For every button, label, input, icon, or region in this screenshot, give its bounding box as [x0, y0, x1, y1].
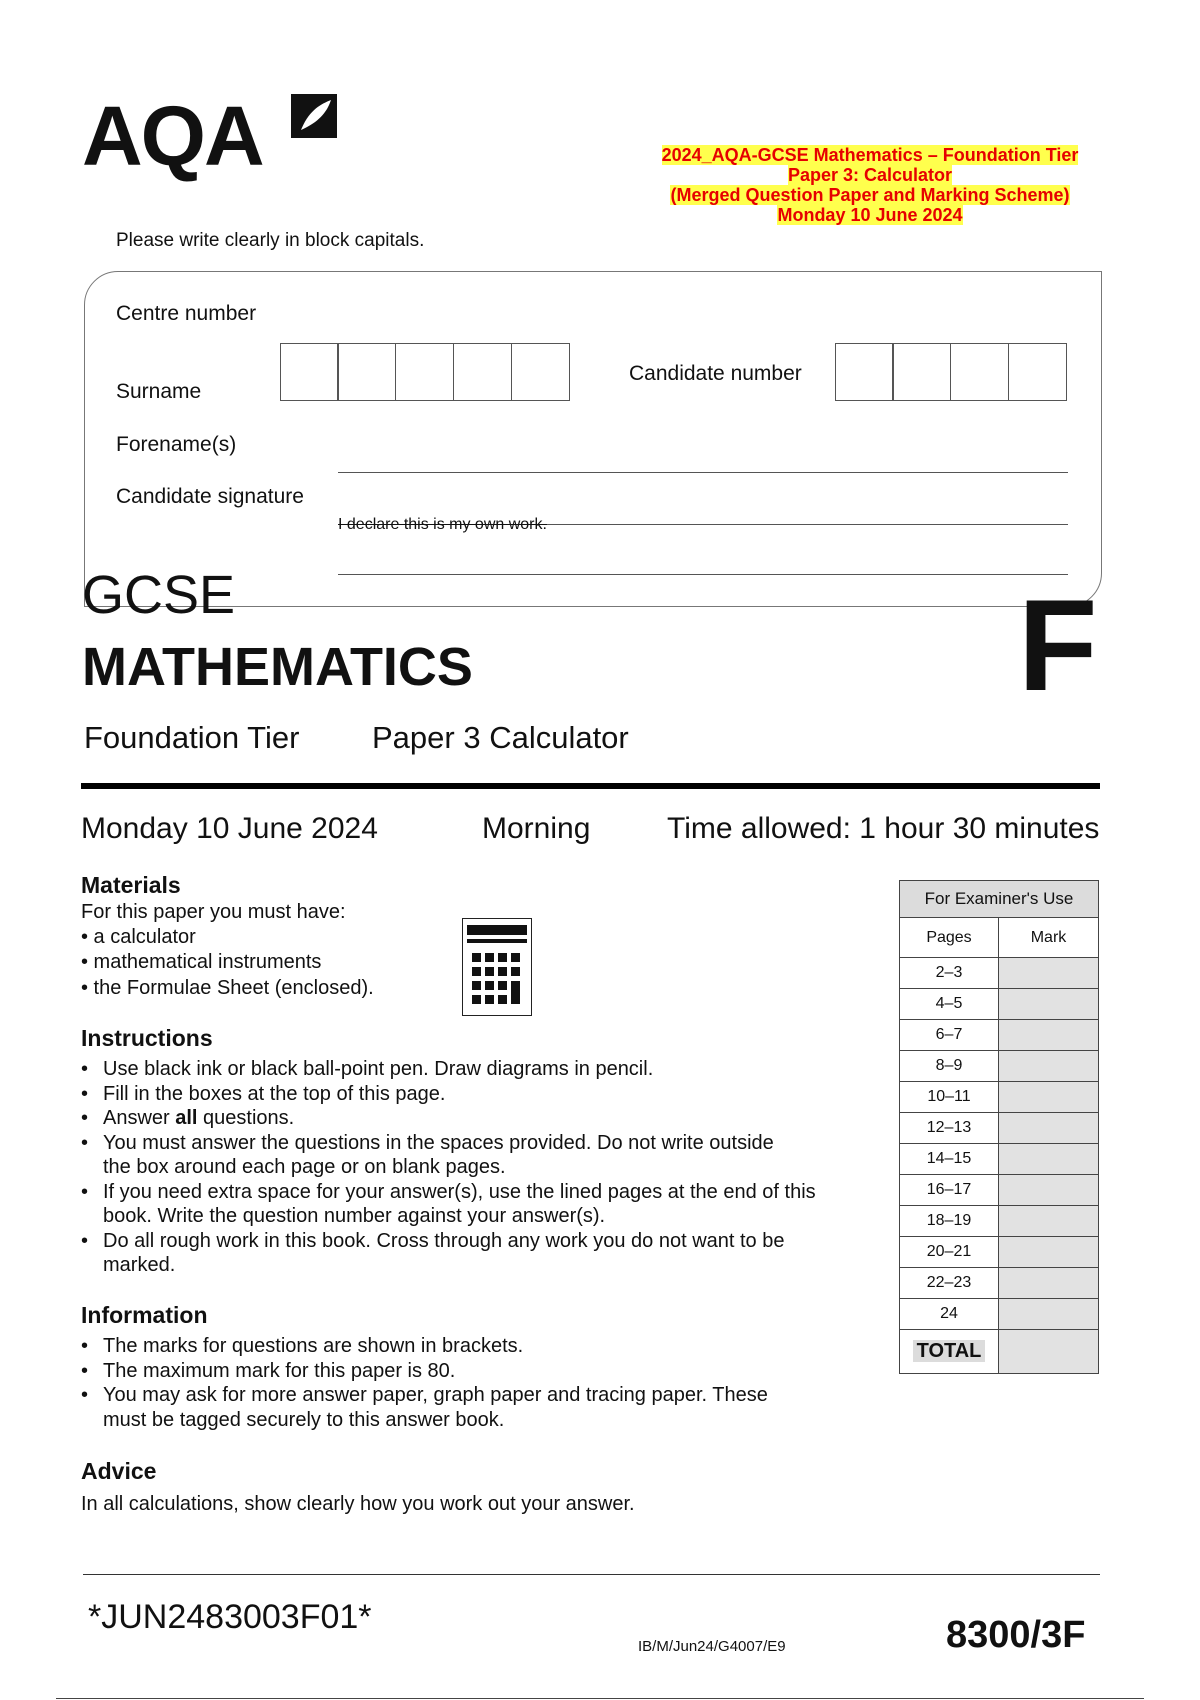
signature-line-2[interactable] — [338, 574, 1068, 575]
pages-cell: 24 — [900, 1299, 999, 1330]
instructions-list — [81, 1057, 861, 1278]
forenames-field[interactable] — [338, 472, 1068, 473]
pages-cell: 22–23 — [900, 1268, 999, 1299]
centre-number-digit-box[interactable] — [395, 343, 454, 401]
document-overlay-title — [630, 145, 1110, 225]
title-rule — [81, 783, 1100, 789]
declaration-text: I declare this is my own work. — [338, 516, 547, 533]
pages-cell: 14–15 — [900, 1144, 999, 1175]
materials-item: • a calculator — [81, 926, 196, 948]
document-reference: IB/M/Jun24/G4007/E9 — [638, 1638, 786, 1655]
exam-date: Monday 10 June 2024 — [81, 812, 378, 845]
mark-cell[interactable] — [999, 1020, 1099, 1051]
block-capitals-instruction: Please write clearly in block capitals. — [116, 230, 425, 251]
paper-label: Paper 3 Calculator — [372, 720, 629, 755]
pages-cell: 18–19 — [900, 1206, 999, 1237]
centre-number-digit-box[interactable] — [453, 343, 512, 401]
footer-rule — [83, 1574, 1100, 1575]
advice-heading: Advice — [81, 1458, 157, 1484]
calculator-icon — [462, 918, 532, 1016]
mark-cell[interactable] — [999, 958, 1099, 989]
overlay-line-1: 2024_AQA-GCSE Mathematics – Foundation Tier — [661, 145, 1079, 165]
materials-item: • the Formulae Sheet (enclosed). — [81, 977, 374, 999]
page-bottom-rule — [56, 1698, 1144, 1699]
exam-session: Morning — [482, 812, 591, 845]
mark-cell[interactable] — [999, 1237, 1099, 1268]
pages-cell: 8–9 — [900, 1051, 999, 1082]
information-heading: Information — [81, 1302, 208, 1328]
materials-intro: For this paper you must have: — [81, 901, 346, 923]
information-item: • The maximum mark for this paper is 80. — [81, 1359, 801, 1384]
pages-cell: 20–21 — [900, 1237, 999, 1268]
qualification-title: GCSE — [82, 565, 236, 625]
candidate-number-digit-box[interactable] — [892, 343, 951, 401]
pages-column-header: Pages — [900, 918, 999, 958]
pages-cell: 2–3 — [900, 958, 999, 989]
tier-label: Foundation Tier — [84, 720, 300, 755]
centre-number-boxes — [281, 343, 570, 401]
surname-label: Surname — [116, 380, 202, 403]
instruction-item: • Answer all questions. — [81, 1106, 861, 1131]
pages-cell: 10–11 — [900, 1082, 999, 1113]
paper-code: 8300/3F — [946, 1614, 1086, 1656]
instructions-heading: Instructions — [81, 1025, 213, 1051]
mark-cell[interactable] — [999, 1113, 1099, 1144]
total-mark-cell[interactable] — [999, 1330, 1099, 1374]
subject-title: MATHEMATICS — [82, 637, 473, 697]
aqa-logo — [82, 84, 352, 194]
mark-column-header: Mark — [999, 918, 1099, 958]
information-item: • The marks for questions are shown in brackets. — [81, 1334, 801, 1359]
candidate-number-digit-box[interactable] — [950, 343, 1009, 401]
mark-cell[interactable] — [999, 1268, 1099, 1299]
instruction-item: • Use black ink or black ball-point pen. Draw diagrams in pencil. — [81, 1057, 861, 1082]
pages-cell: 4–5 — [900, 989, 999, 1020]
emphasis-all: all — [175, 1107, 198, 1129]
signature-label: Candidate signature — [116, 485, 304, 508]
mark-cell[interactable] — [999, 1144, 1099, 1175]
materials-item: • mathematical instruments — [81, 951, 322, 973]
pages-cell: 6–7 — [900, 1020, 999, 1051]
centre-number-digit-box[interactable] — [511, 343, 570, 401]
information-item: • You may ask for more answer paper, graph paper and tracing paper. These must be tagged securely to this answer book. — [81, 1383, 793, 1432]
mark-cell[interactable] — [999, 1051, 1099, 1082]
instruction-item: • If you need extra space for your answer(s), use the lined pages at the end of this book. Write the question number against your answer(s). — [81, 1180, 863, 1229]
mark-cell[interactable] — [999, 1299, 1099, 1330]
candidate-number-digit-box[interactable] — [835, 343, 894, 401]
overlay-line-2: Paper 3: Calculator — [787, 165, 953, 185]
logo-mark-icon — [287, 90, 341, 142]
instruction-item: • Fill in the boxes at the top of this page. — [81, 1082, 861, 1107]
barcode-text: *JUN2483003F01* — [88, 1598, 372, 1636]
logo-text: AQA — [82, 89, 263, 183]
pages-cell: 16–17 — [900, 1175, 999, 1206]
time-allowed: Time allowed: 1 hour 30 minutes — [667, 812, 1100, 845]
overlay-line-4: Monday 10 June 2024 — [777, 205, 963, 225]
mark-cell[interactable] — [999, 1082, 1099, 1113]
instruction-item: • You must answer the questions in the spaces provided. Do not write outside the box around each page or on blank pages. — [81, 1131, 783, 1180]
candidate-number-digit-box[interactable] — [1008, 343, 1067, 401]
centre-number-digit-box[interactable] — [337, 343, 396, 401]
pages-cell: 12–13 — [900, 1113, 999, 1144]
information-list — [81, 1334, 801, 1432]
forenames-label: Forename(s) — [116, 433, 237, 456]
candidate-number-label: Candidate number — [629, 362, 802, 385]
examiner-table-title: For Examiner's Use — [900, 881, 1099, 918]
advice-text: In all calculations, show clearly how you work out your answer. — [81, 1493, 635, 1515]
mark-cell[interactable] — [999, 1175, 1099, 1206]
mark-cell[interactable] — [999, 989, 1099, 1020]
total-label — [900, 1330, 999, 1374]
materials-heading: Materials — [81, 872, 181, 898]
mark-cell[interactable] — [999, 1206, 1099, 1237]
total-label-text: TOTAL — [913, 1340, 986, 1362]
instruction-item: • Do all rough work in this book. Cross through any work you do not want to be marked. — [81, 1229, 803, 1278]
examiner-use-table — [899, 880, 1099, 1374]
candidate-number-boxes — [836, 343, 1067, 401]
overlay-line-3: (Merged Question Paper and Marking Scheme) — [670, 185, 1070, 205]
tier-letter: F — [1018, 572, 1098, 718]
centre-number-label: Centre number — [116, 302, 257, 325]
centre-number-digit-box[interactable] — [280, 343, 339, 401]
